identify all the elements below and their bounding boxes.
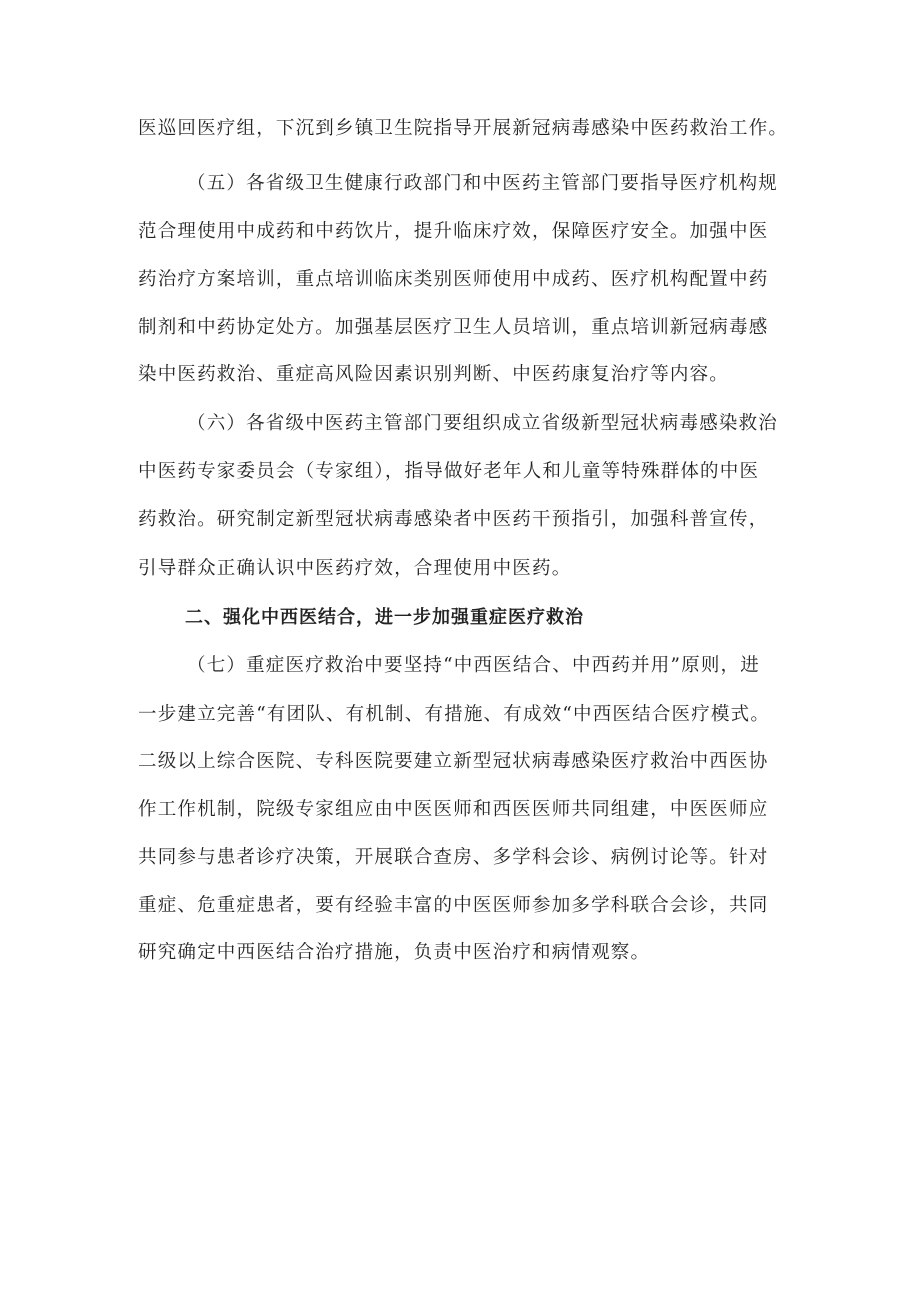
paragraph-6-line-4: 引导群众正确认识中医药疗效，合理使用中医药。 [138,558,572,579]
paragraph-5-line-5: 染中医药救治、重症高风险因素识别判断、中医药康复治疗等内容。 [138,364,730,385]
paragraph-6-line-2: 中医药专家委员会（专家组），指导做好老年人和儿童等特殊群体的中医 [138,461,760,482]
paragraph-5-line-3: 药治疗方案培训，重点培训临床类别医师使用中成药、医疗机构配置中药 [138,269,769,290]
paragraph-7-line-4: 作工作机制，院级专家组应由中医医师和西医医师共同组建，中医医师应 [138,799,769,820]
paragraph-7-line-5: 共同参与患者诊疗决策，开展联合查房、多学科会诊、病例讨论等。针对 [138,847,769,868]
paragraph-7-line-3: 二级以上综合医院、专科医院要建立新型冠状病毒感染医疗救治中西医协 [138,751,769,772]
paragraph-7-line-1: （七）重症医疗救治中要坚持“中西医结合、中西药并用”原则，进 [187,655,760,676]
paragraph-6-line-1: （六）各省级中医药主管部门要组织成立省级新型冠状病毒感染救治 [187,413,779,434]
paragraph-6-line-3: 药救治。研究制定新型冠状病毒感染者中医药干预指引，加强科普宣传， [138,509,769,530]
paragraph-7-line-2: 一步建立完善“有团队、有机制、有措施、有成效“中西医结合医疗模式。 [138,704,771,725]
paragraph-5-line-2: 范合理使用中成药和中药饮片，提升临床疗效，保障医疗安全。加强中医 [138,221,769,242]
paragraph-5-line-1: （五）各省级卫生健康行政部门和中医药主管部门要指导医疗机构规 [187,173,779,194]
paragraph-7-line-6: 重症、危重症患者，要有经验丰富的中医医师参加多学科联合会诊，共同 [138,895,769,916]
paragraph-5-line-4: 制剂和中药协定处方。加强基层医疗卫生人员培训，重点培训新冠病毒感 [138,317,769,338]
text-line-1: 医巡回医疗组，下沉到乡镇卫生院指导开展新冠病毒感染中医药救治工作。 [138,118,789,139]
paragraph-7-line-7: 研究确定中西医结合治疗措施，负责中医治疗和病情观察。 [138,942,651,963]
section-heading: 二、强化中西医结合，进一步加强重症医疗救治 [185,607,584,628]
